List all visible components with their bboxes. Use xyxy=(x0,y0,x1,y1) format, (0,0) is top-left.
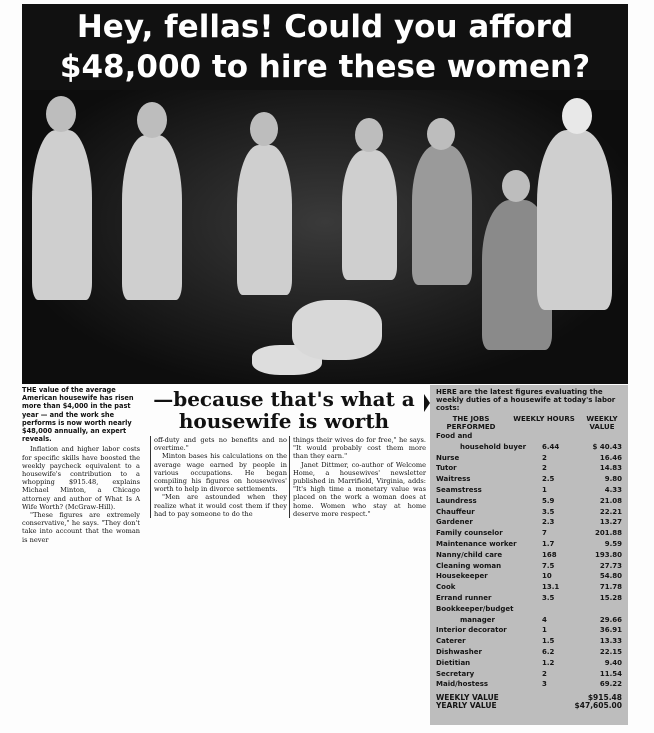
table-row xyxy=(436,453,622,464)
hours: 6.2 xyxy=(542,647,555,656)
yearly-value: $47,605.00 xyxy=(574,701,622,711)
table-row xyxy=(436,625,622,636)
value: 4.33 xyxy=(604,485,622,494)
paragraph: "These figures are extremely conservative," he says. "They don't take into account that the woman is never xyxy=(22,511,140,544)
value: 9.40 xyxy=(604,658,622,667)
table-row xyxy=(436,615,622,626)
hours: 7 xyxy=(542,529,547,538)
header-value: WEEKLY VALUE xyxy=(586,415,618,431)
hours: 2 xyxy=(542,669,547,678)
job: Housekeeper xyxy=(436,572,488,581)
value: 13.33 xyxy=(599,637,622,646)
job: Gardener xyxy=(436,518,473,527)
paragraph: Minton bases his calculations on the average wage earned by people in various occupations. He began compiling his figures on housewives' worth to help in divorce settlements. xyxy=(154,452,287,494)
job: Chauffeur xyxy=(436,507,475,516)
job: Waitress xyxy=(436,475,471,484)
photo-women-in-uniforms xyxy=(22,90,628,384)
hours: 1.2 xyxy=(542,658,555,667)
table-row xyxy=(436,561,622,572)
value: 36.91 xyxy=(599,626,622,635)
job: Bookkeeper/budget xyxy=(436,604,514,613)
headline xyxy=(22,4,628,90)
value: 9.80 xyxy=(604,475,622,484)
job: Nanny/child care xyxy=(436,550,503,559)
headline-line-2: $48,000 to hire these women? xyxy=(59,49,591,85)
table-row xyxy=(436,550,622,561)
value: 13.27 xyxy=(599,518,622,527)
job: Cleaning woman xyxy=(436,561,502,570)
table-row xyxy=(436,679,622,690)
job: Food and xyxy=(436,432,473,440)
weekly-label: WEEKLY VALUE xyxy=(436,693,499,703)
job: Maintenance worker xyxy=(436,539,517,548)
value: 9.59 xyxy=(604,539,622,548)
value: 21.08 xyxy=(599,496,622,505)
table-row xyxy=(436,463,622,474)
hours: 1.7 xyxy=(542,539,555,548)
table-row xyxy=(436,604,622,615)
value: 16.46 xyxy=(599,453,622,462)
table-header xyxy=(436,415,622,431)
table-row xyxy=(436,528,622,539)
table-row xyxy=(436,442,622,453)
table-row xyxy=(436,496,622,507)
table-row xyxy=(436,658,622,669)
value: 14.83 xyxy=(599,464,622,473)
paragraph: Inflation and higher labor costs for specific skills have boosted the weekly paycheck equivalent to a housewife's contribution to a whopping $915.48, explains Michael Minton, a Chicago attorney and author of What Is A Wife Worth? (McGraw-Hill). xyxy=(22,445,140,511)
hours: 13.1 xyxy=(542,583,560,592)
table-row xyxy=(436,669,622,680)
value: 27.73 xyxy=(599,561,622,570)
hours: 3.5 xyxy=(542,507,555,516)
job: Seamstress xyxy=(436,485,482,494)
hours: 2 xyxy=(542,453,547,462)
yearly-label: YEARLY VALUE xyxy=(436,701,497,711)
article-column-3 xyxy=(289,436,426,518)
job: Laundress xyxy=(436,496,477,505)
hours: 1 xyxy=(542,626,547,635)
hours: 7.5 xyxy=(542,561,555,570)
yearly-total xyxy=(436,702,622,710)
value: 201.88 xyxy=(594,529,622,538)
hours: 2.3 xyxy=(542,518,555,527)
paragraph: Janet Dittmer, co-author of Welcome Home, a housewives' newsletter published in Marrifield, Virginia, adds: "It's high time a monetary value was placed on the work a woman does at home. Women who stay at home deserve more respect." xyxy=(293,460,426,518)
value: 54.80 xyxy=(599,572,622,581)
hours: 6.44 xyxy=(542,442,560,451)
value: 69.22 xyxy=(599,680,622,689)
job: Caterer xyxy=(436,637,466,646)
table-row xyxy=(436,582,622,593)
hours: 5.9 xyxy=(542,496,555,505)
hours: 3.5 xyxy=(542,593,555,602)
value: 22.21 xyxy=(599,507,622,516)
value: 11.54 xyxy=(599,669,622,678)
job: Dietitian xyxy=(436,658,471,667)
header-hours: WEEKLY HOURS xyxy=(513,415,575,423)
article-columns xyxy=(142,436,426,518)
table-row xyxy=(436,539,622,550)
weekly-value: $915.48 xyxy=(587,693,622,703)
job: Cook xyxy=(436,583,456,592)
article-column-2 xyxy=(150,436,287,518)
hours: 1 xyxy=(542,485,547,494)
header-jobs: THE JOBS PERFORMED xyxy=(446,415,496,431)
hours: 168 xyxy=(542,550,557,559)
job: Family counselor xyxy=(436,529,503,538)
table-row xyxy=(436,636,622,647)
job: Dishwasher xyxy=(436,647,482,656)
table-row xyxy=(436,485,622,496)
labor-cost-table xyxy=(430,385,628,725)
article-middle-area xyxy=(142,388,426,518)
table-row xyxy=(436,431,622,442)
value: 71.78 xyxy=(599,583,622,592)
paragraph: off-duty and gets no benefits and no overtime." xyxy=(154,436,287,453)
job: Errand runner xyxy=(436,593,492,602)
table-intro: HERE are the latest figures evaluating the weekly duties of a housewife at today's labor costs: xyxy=(436,388,616,412)
table-row xyxy=(436,517,622,528)
job: Tutor xyxy=(436,464,457,473)
article-left-column xyxy=(22,386,140,544)
table-row xyxy=(436,571,622,582)
paragraph: "Men are astounded when they realize what it would cost them if they had to pay someone to do the xyxy=(154,493,287,518)
subheadline: —because that's what a housewife is worth xyxy=(153,387,415,433)
hours: 3 xyxy=(542,680,547,689)
hours: 10 xyxy=(542,572,552,581)
value: 29.66 xyxy=(599,615,622,624)
hours: 4 xyxy=(542,615,547,624)
job: Maid/hostess xyxy=(436,680,489,689)
article-column-1 xyxy=(22,445,140,543)
table-row xyxy=(436,474,622,485)
hours: 2.5 xyxy=(542,475,555,484)
value: 193.80 xyxy=(594,550,622,559)
job: Interior decorator xyxy=(436,626,507,635)
hours: 1.5 xyxy=(542,637,555,646)
job: manager xyxy=(460,615,495,624)
value: 15.28 xyxy=(599,593,622,602)
hours: 2 xyxy=(542,464,547,473)
job: Secretary xyxy=(436,669,475,678)
headline-line-1: Hey, fellas! Could you afford xyxy=(76,9,574,45)
paragraph: things their wives do for free," he says. "It would probably cost them more than they earn." xyxy=(293,436,426,461)
table-row xyxy=(436,593,622,604)
value: 22.15 xyxy=(599,647,622,656)
job: household buyer xyxy=(460,442,527,451)
lede-paragraph: THE value of the average American housewife has risen more than $4,000 in the past year — and the work she performs is now worth nearly $48,000 annually, an expert reveals. xyxy=(22,386,134,444)
table-row xyxy=(436,507,622,518)
value: $ 40.43 xyxy=(592,442,622,451)
job: Nurse xyxy=(436,453,460,462)
table-row xyxy=(436,647,622,658)
